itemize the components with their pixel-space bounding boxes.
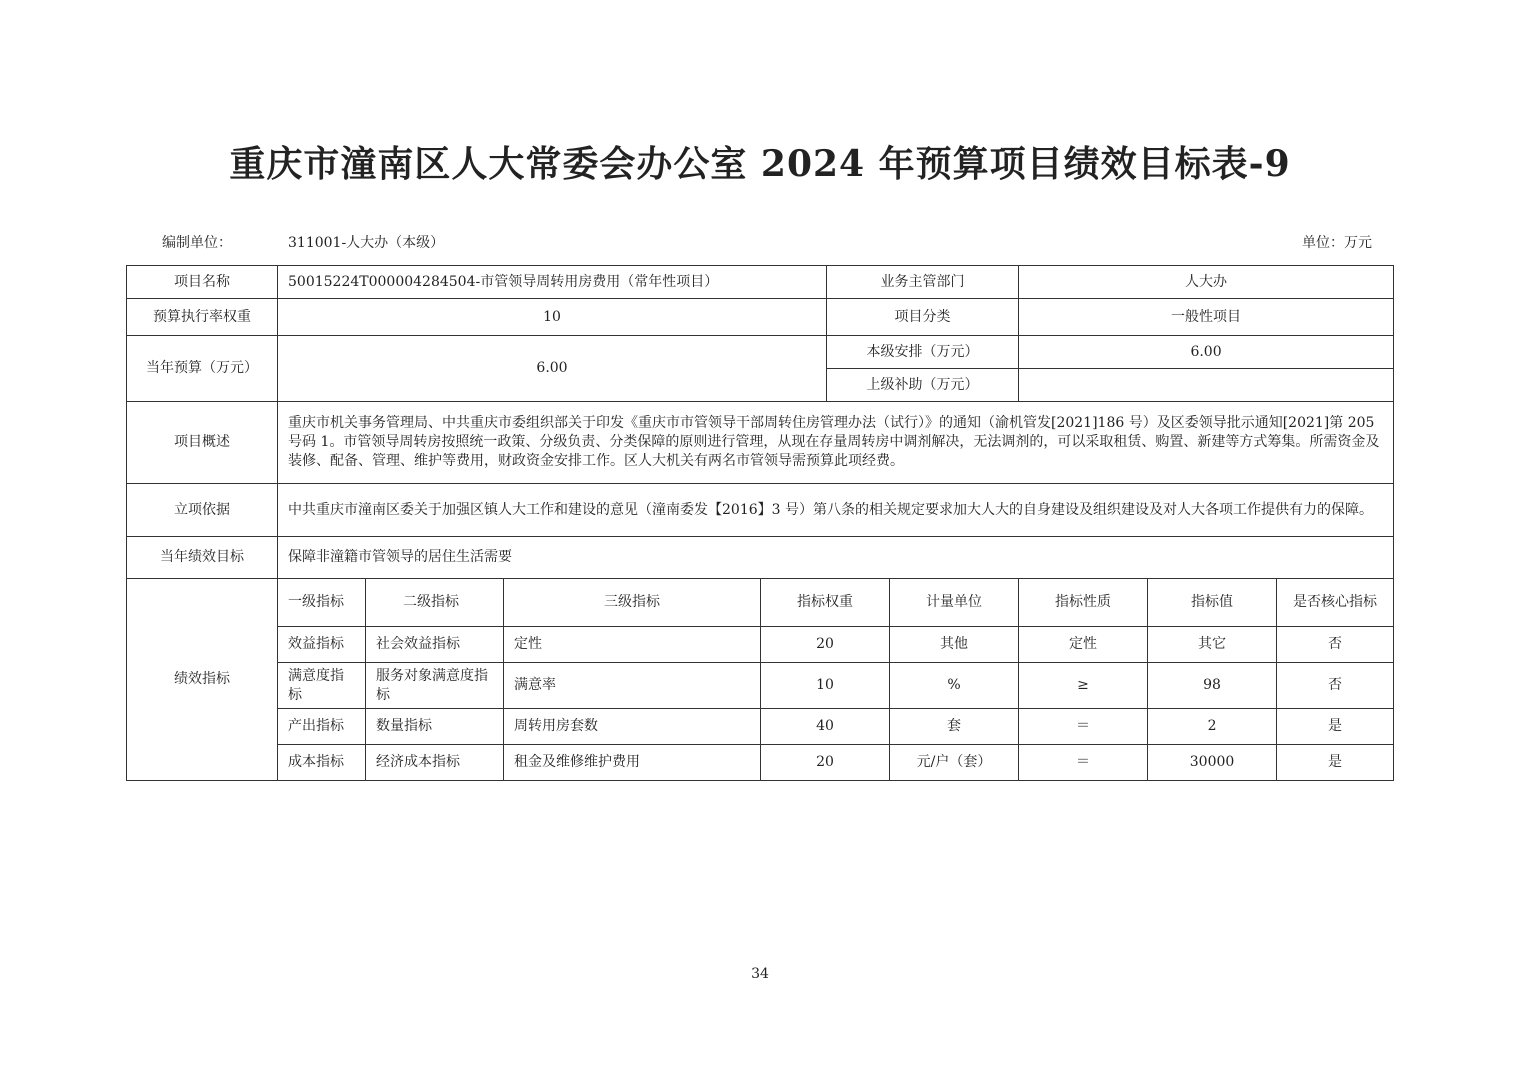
weight-cell: 20 [761, 627, 890, 663]
core-cell: 否 [1277, 663, 1394, 709]
compile-unit-label: 编制单位： [162, 235, 232, 251]
level2-cell: 经济成本指标 [366, 745, 504, 781]
overview-text: 重庆市机关事务管理局、中共重庆市委组织部关于印发《重庆市市管领导干部周转住房管理办法（试行）》的通知（渝机管发[2021]186 号）及区委领导批示通知[2021]第 205 号码 1。市管领导周转房按照统一政策、分级负责、分类保障的原则进行管理，从现在存量周转房中调剂解决，无法调剂的，可以采取租赁、购置、新建等方式筹集。所需资金及装修、配备、管理、维护等费用，财政资金安排工作。区人大机关有两名市管领导需预算此项经费。 [278, 402, 1394, 484]
basis-row [127, 484, 1394, 537]
nature-cell: ＝ [1019, 709, 1148, 745]
weight-cell: 40 [761, 709, 890, 745]
value-cell: 30000 [1148, 745, 1277, 781]
core-cell: 是 [1277, 745, 1394, 781]
header-cell: 指标值 [1148, 579, 1277, 627]
value-cell: 其它 [1148, 627, 1277, 663]
page-number: 34 [751, 966, 769, 982]
project-name-row [127, 266, 1394, 299]
level3-cell: 周转用房套数 [504, 709, 761, 745]
table-row [127, 663, 1394, 709]
weight-cell: 20 [761, 745, 890, 781]
value-cell: 2 [1148, 709, 1277, 745]
header-cell: 指标性质 [1019, 579, 1148, 627]
nature-cell: 定性 [1019, 627, 1148, 663]
level1-cell: 成本指标 [278, 745, 366, 781]
performance-table [126, 265, 1394, 781]
budget-value: 6.00 [278, 336, 827, 402]
weight-cell: 10 [761, 663, 890, 709]
header-cell: 二级指标 [366, 579, 504, 627]
currency-unit: 单位：万元 [1302, 235, 1372, 251]
category-value: 一般性项目 [1019, 299, 1394, 336]
header-cell: 一级指标 [278, 579, 366, 627]
table-row [127, 745, 1394, 781]
weight-value: 10 [278, 299, 827, 336]
category-label: 项目分类 [827, 299, 1019, 336]
upper-funding-value [1019, 369, 1394, 402]
header-cell: 计量单位 [890, 579, 1019, 627]
project-name-label: 项目名称 [127, 266, 278, 299]
indicator-header-row [127, 579, 1394, 627]
level2-cell: 服务对象满意度指标 [366, 663, 504, 709]
value-cell: 98 [1148, 663, 1277, 709]
nature-cell: ≥ [1019, 663, 1148, 709]
basis-text: 中共重庆市潼南区委关于加强区镇人大工作和建设的意见（潼南委发【2016】3 号）第八条的相关规定要求加大人大的自身建设及组织建设及对人大各项工作提供有力的保障。 [278, 484, 1394, 537]
overview-row [127, 402, 1394, 484]
unit-cell: % [890, 663, 1019, 709]
overview-label: 项目概述 [127, 402, 278, 484]
level1-cell: 满意度指标 [278, 663, 366, 709]
dept-label: 业务主管部门 [827, 266, 1019, 299]
level3-cell: 定性 [504, 627, 761, 663]
level3-cell: 满意率 [504, 663, 761, 709]
unit-cell: 其他 [890, 627, 1019, 663]
budget-label: 当年预算（万元） [127, 336, 278, 402]
table-row [127, 627, 1394, 663]
level3-cell: 租金及维修维护费用 [504, 745, 761, 781]
nature-cell: ＝ [1019, 745, 1148, 781]
level2-cell: 数量指标 [366, 709, 504, 745]
basis-label: 立项依据 [127, 484, 278, 537]
indicators-section-label: 绩效指标 [127, 579, 278, 781]
weight-row [127, 299, 1394, 336]
level1-cell: 产出指标 [278, 709, 366, 745]
goal-text: 保障非潼籍市管领导的居住生活需要 [278, 537, 1394, 579]
page-title: 重庆市潼南区人大常委会办公室 2024 年预算项目绩效目标表-9 [229, 143, 1291, 185]
weight-label: 预算执行率权重 [127, 299, 278, 336]
header-cell: 三级指标 [504, 579, 761, 627]
goal-label: 当年绩效目标 [127, 537, 278, 579]
level1-cell: 效益指标 [278, 627, 366, 663]
budget-row [127, 336, 1394, 369]
goal-row [127, 537, 1394, 579]
table-row [127, 709, 1394, 745]
header-cell: 指标权重 [761, 579, 890, 627]
dept-value: 人大办 [1019, 266, 1394, 299]
unit-cell: 元/户（套） [890, 745, 1019, 781]
local-funding-value: 6.00 [1019, 336, 1394, 369]
upper-funding-label: 上级补助（万元） [827, 369, 1019, 402]
local-funding-label: 本级安排（万元） [827, 336, 1019, 369]
project-name-value: 50015224T000004284504-市管领导周转用房费用（常年性项目） [278, 266, 827, 299]
compile-unit-value: 311001-人大办（本级） [288, 235, 445, 251]
core-cell: 否 [1277, 627, 1394, 663]
core-cell: 是 [1277, 709, 1394, 745]
header-cell: 是否核心指标 [1277, 579, 1394, 627]
unit-cell: 套 [890, 709, 1019, 745]
level2-cell: 社会效益指标 [366, 627, 504, 663]
